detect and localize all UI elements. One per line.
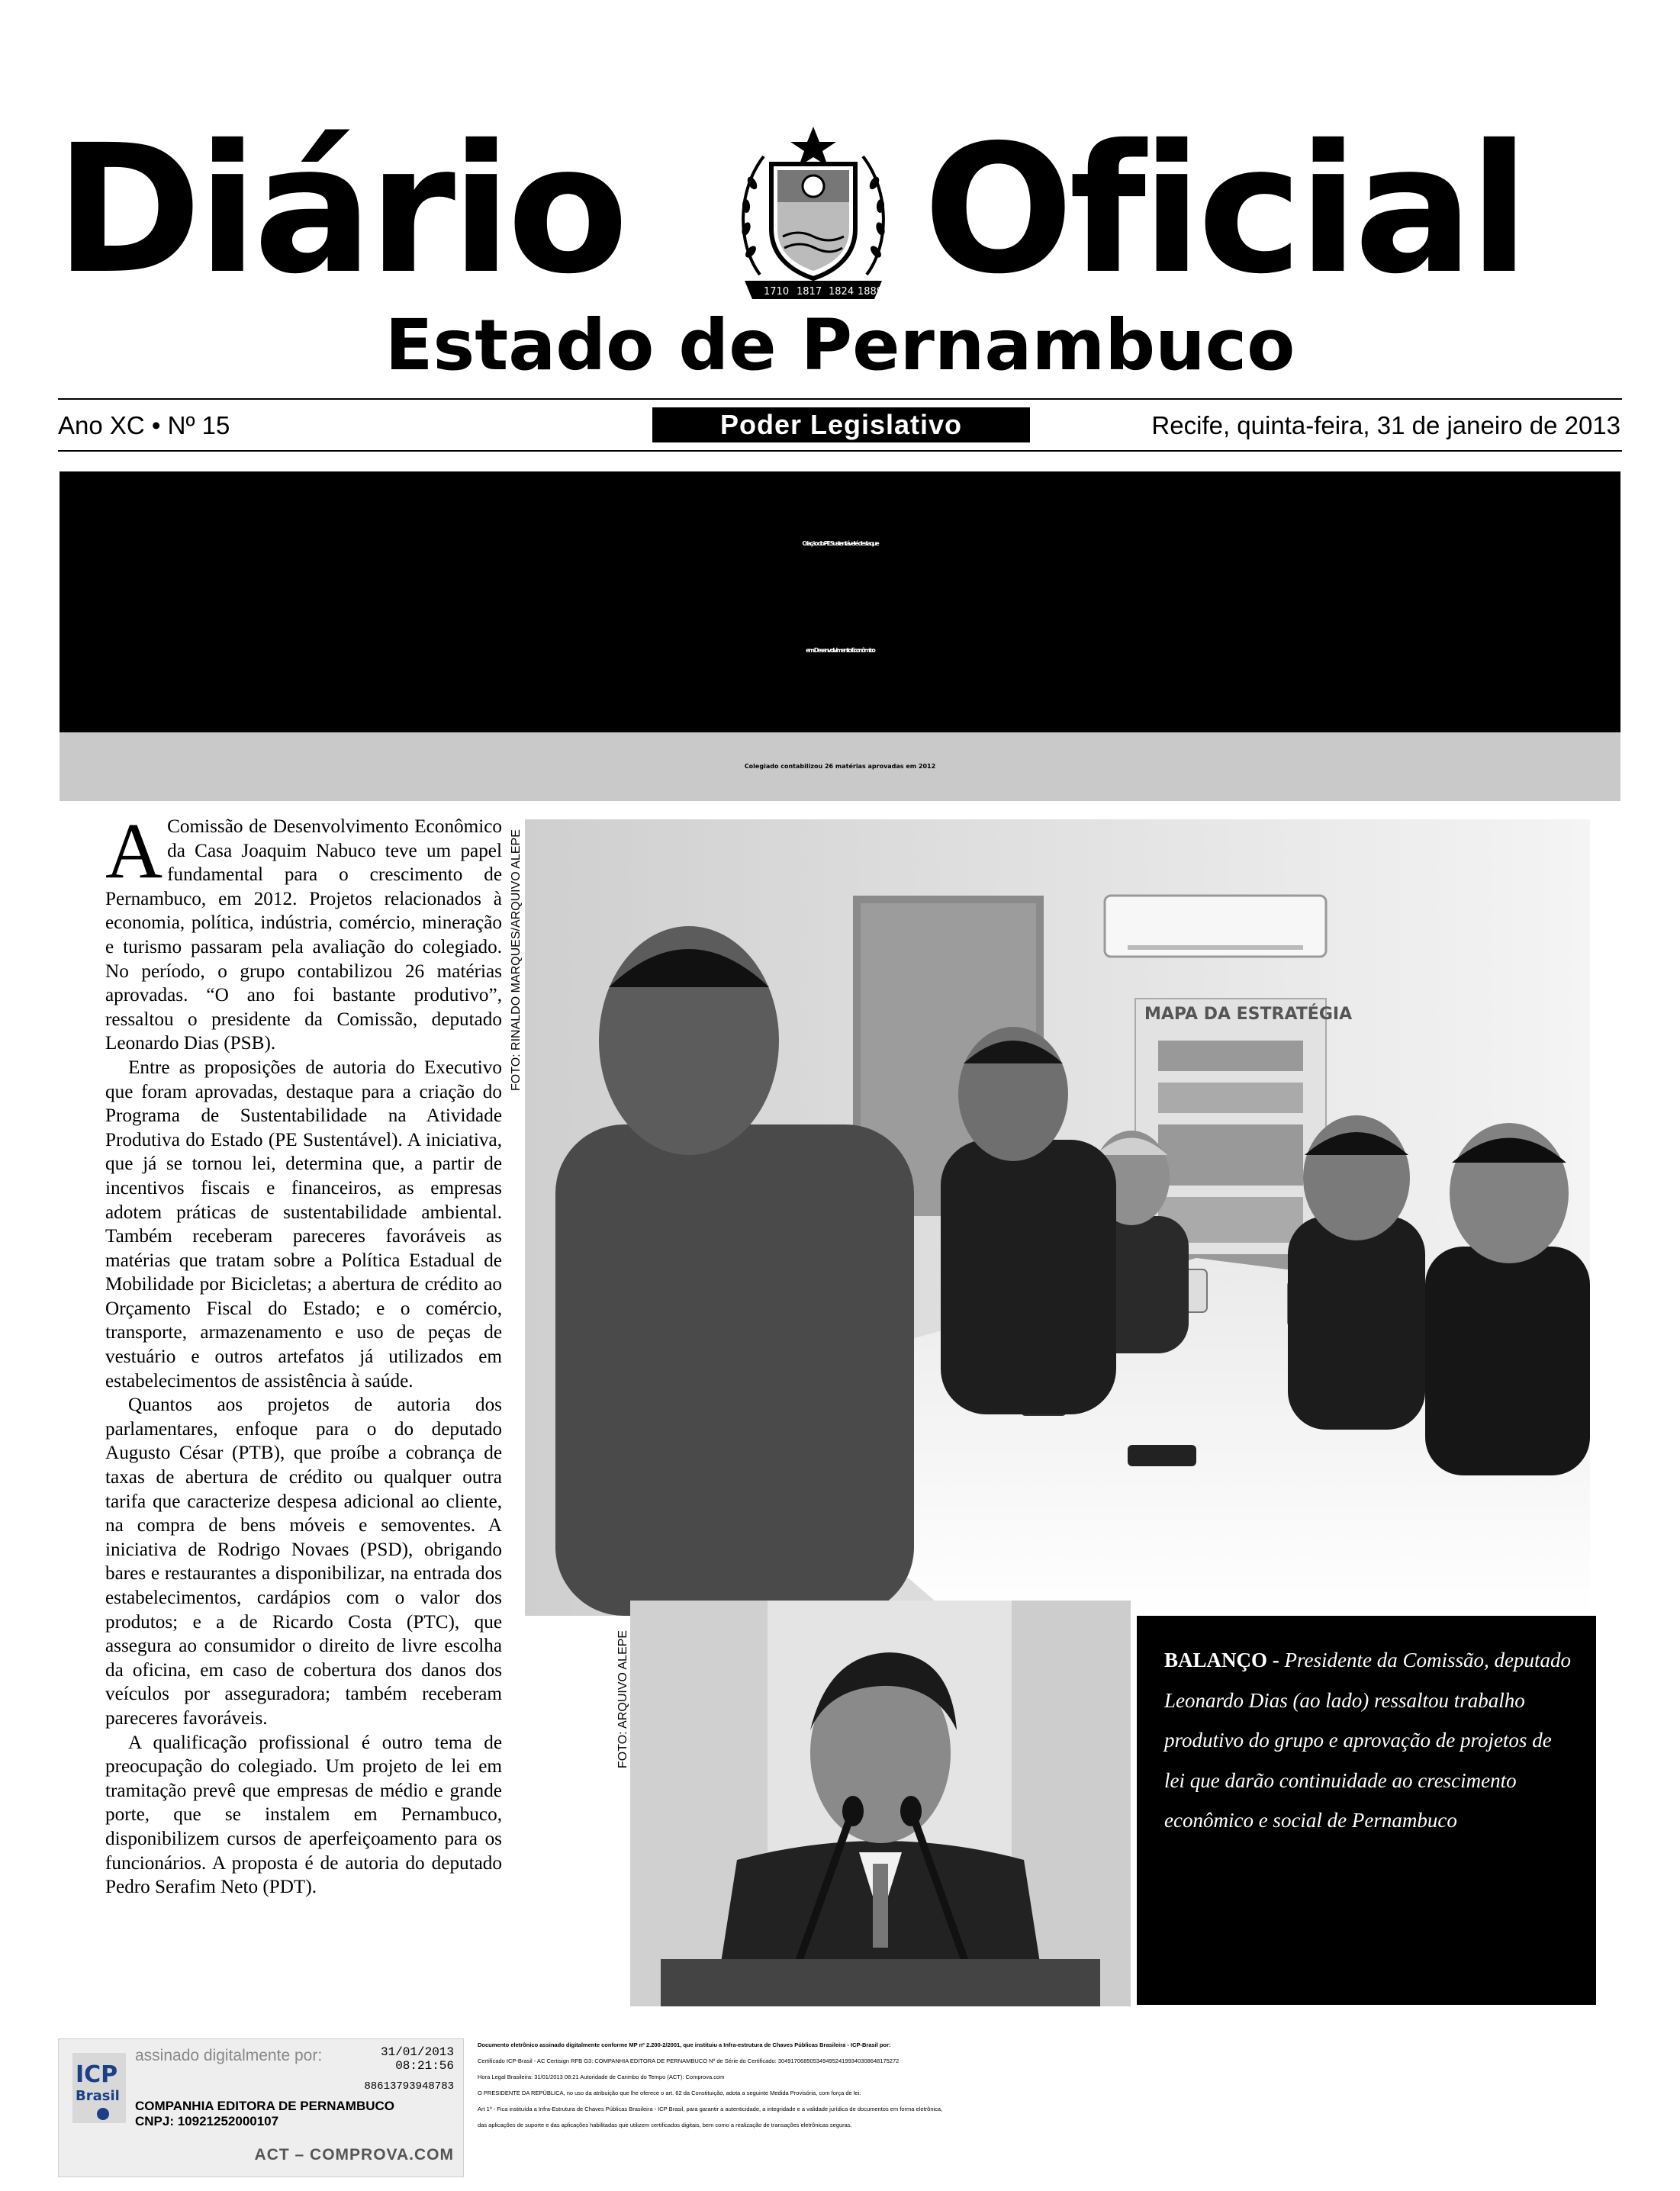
photo-caption-box xyxy=(1137,1616,1596,2005)
divider xyxy=(58,450,1622,452)
certificate-number: 88613793948783 xyxy=(364,2080,454,2093)
coat-of-arms-icon xyxy=(729,122,897,305)
subheadline-box xyxy=(60,732,1620,801)
signature-datetime xyxy=(381,2045,454,2073)
legal-line: Art 1º - Fica instituída a Infra-Estrutura de Chaves Públicas Brasileira - ICP Brasil, para garantir a autenticidade, a integridade e a validade jurídica de documentos em forma eletrônica, xyxy=(478,2106,943,2112)
crest-year: 1710 xyxy=(764,286,790,298)
board-title: MAPA DA ESTRATÉGIA xyxy=(1144,1005,1353,1024)
signature-label: assinado digitalmente por: xyxy=(135,2047,323,2064)
photo-caption xyxy=(1164,1640,1576,1841)
signature-date: 31/01/2013 xyxy=(380,2045,454,2059)
article-paragraph: Entre as proposições de autoria do Executivo que foram aprovadas, destaque para a criação do Programa de Sustentabilidade na Atividade Produtiva do Estado (PE Sustentável). A iniciativa, que já se tornou lei, determina que, a partir de incentivos fiscais e financeiros, as empresas adotem práticas de sustentabilidade ambiental. Também receberam pareceres favoráveis as matérias que tratam sobre a Política Estadual de Mobilidade por Bicicletas; a abertura de crédito ao Orçamento Fiscal do Estado; e o comércio, transporte, armazenamento e uso de peças de vestuário e outros artefatos já utilizados em estabelecimentos de assistência à saúde. xyxy=(105,1057,502,1391)
portrait-photo xyxy=(630,1601,1131,2006)
section-badge: Poder Legislativo xyxy=(652,407,1030,442)
caption-text: Presidente da Comissão, deputado Leonardo Dias (ao lado) ressaltou trabalho produtivo do grupo e aprovação de projetos de lei que darão continuidade ao crescimento econômico e social de Pernambuco xyxy=(1164,1649,1571,1832)
headline-line-1: Criação do PE Sustentável é destaque xyxy=(802,540,878,547)
masthead-title-left: Diário xyxy=(55,107,624,313)
legal-line: das aplicações de suporte e das aplicações habilitadas que utilizem certificados digitais, bem como a realização de transações eletrônicas seguras. xyxy=(478,2122,852,2128)
legal-line: Hora Legal Brasileira: 31/01/2013 08:21 Autoridade de Carimbo do Tempo (ACT): Comprova.com xyxy=(478,2074,725,2080)
photo-credit: FOTO: RINALDO MARQUES/ARQUIVO ALEPE xyxy=(510,829,523,1091)
edition-number: Ano XC • Nº 15 xyxy=(58,411,230,439)
svg-text:ICP: ICP xyxy=(76,2061,118,2088)
publication-date: Recife, quinta-feira, 31 de janeiro de 2013 xyxy=(1151,411,1620,439)
masthead-subtitle: Estado de Pernambuco xyxy=(385,304,1295,386)
signer-company: COMPANHIA EDITORA DE PERNAMBUCO xyxy=(135,2099,395,2113)
legal-line: Documento eletrônico assinado digitalmente conforme MP nº 2.200-2/2001, que instituiu a Infra-estrutura de Chaves Públicas Brasileira - ICP-Brasil por: xyxy=(478,2041,891,2048)
signer-cnpj: CNPJ: 10921252000107 xyxy=(135,2114,279,2128)
legal-line: O PRESIDENTE DA REPÚBLICA, no uso da atribuição que lhe oferece o art. 62 da Constituição, adota a seguinte Medida Provisória, com força de lei: xyxy=(478,2090,861,2096)
masthead-title-right: Oficial xyxy=(923,107,1525,313)
article-body xyxy=(105,807,502,2020)
article-paragraph: Quantos aos projetos de autoria dos parlamentares, enfoque para o do deputado Augusto César (PTB), que proíbe a cobrança de taxas de abertura de crédito ou qualquer outra tarifa que caracterize despesa adicional ao cliente, na compra de bens móveis e semoventes. A iniciativa de Rodrigo Novaes (PSD), obrigando bares e restaurantes a disponibilizar, na entrada dos estabelecimentos, cardápios com o valor dos produtos; e a de Ricardo Costa (PTC), que assegura ao consumidor o direito de livre escolha da oficina, em caso de cobertura dos danos dos veículos por asseguradora; também receberam pareceres favoráveis. xyxy=(105,1395,502,1729)
timestamp-authority: ACT – COMPROVA.COM xyxy=(254,2146,454,2164)
crest-year: 1817 xyxy=(797,286,822,298)
article-paragraph xyxy=(105,807,502,1056)
caption-lead: BALANÇO - xyxy=(1164,1649,1285,1671)
digital-signature-stamp xyxy=(58,2038,464,2177)
divider xyxy=(58,398,1622,400)
article-paragraph: A qualificação profissional é outro tema de preocupação do colegiado. Um projeto de lei em tramitação prevê que empresas de médio e grande porte, que se instalem em Pernambuco, disponibilizem cursos de aperfeiçoamento para os funcionários. A proposta é de autoria do deputado Pedro Serafim Neto (PDT). xyxy=(105,1732,502,1898)
legal-line: Certificado ICP-Brasil - AC Certisign RFB G3: COMPANHIA EDITORA DE PERNAMBUCO Nº de Série do Certificado: 3049170685053494952419934030864817527​2 xyxy=(478,2057,900,2064)
headline-box xyxy=(60,471,1620,732)
drop-cap: A xyxy=(105,807,163,895)
article-paragraph-text: Comissão de Desenvolvimento Econômico da Casa Joaquim Nabuco teve um papel fundamental para o crescimento de Pernambuco, em 2012. Projetos relacionados à economia, política, indústria, comércio, mineração e turismo passaram pela avaliação do colegiado. No período, o grupo contabilizou 26 matérias aprovadas. “O ano foi bastante produtivo”, ressaltou o presidente da Comissão, deputado Leonardo Dias (PSB). xyxy=(105,816,502,1054)
signature-time: 08:21:56 xyxy=(395,2059,454,2073)
legal-notice xyxy=(478,2037,1622,2182)
subheadline: Colegiado contabilizou 26 matérias aprovadas em 2012 xyxy=(744,763,936,770)
headline-line-2: em Desenvolvimento Econômico xyxy=(806,647,874,654)
crest-year: 1824 xyxy=(829,286,854,298)
svg-text:Brasil: Brasil xyxy=(76,2088,120,2104)
crest-year: 1889 xyxy=(858,286,883,298)
meeting-photo xyxy=(525,819,1590,1616)
photo-credit: FOTO: ARQUIVO ALEPE xyxy=(616,1630,629,1768)
